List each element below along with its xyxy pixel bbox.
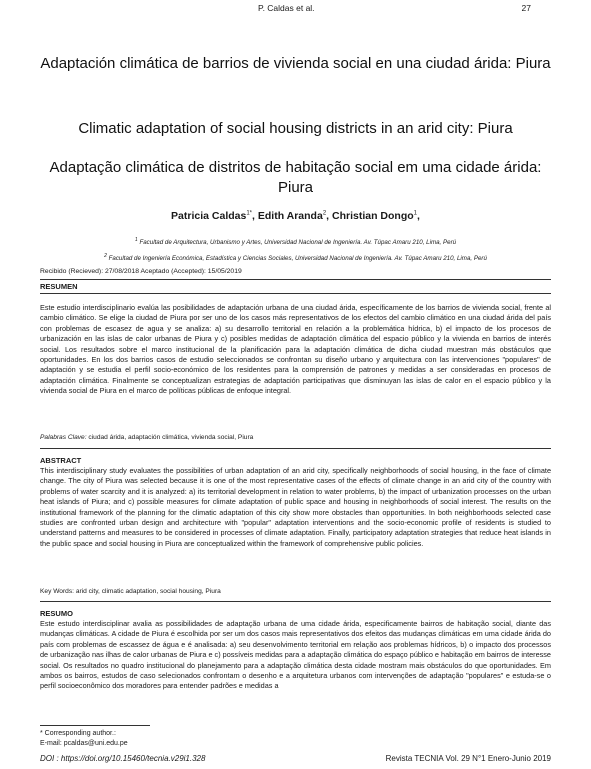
keywords-label: Palabras Clave: xyxy=(40,434,87,441)
affiliation xyxy=(0,236,591,247)
abstract-body: This interdisciplinary study evaluates the possibilities of urban adaptation of an arid city, specifically neighborhoods of social housing, in the face of climate change. The city of Piura was selected because it is one of the most representative cases of the effects of climate change in an arid city of the country with problems of water scarcity and it is analyzed: a) its territorial development in relation to water problems, b) the impact of urbanization processes on the urban heat islands of Piura; and c) possible measures for climate adaptation of public space and housing in neighborhoods of social interest. The results on the institutional framework of the planning for the climatic adaptation of this city show more obstacles than opportunities. In both neighborhoods selected case studies are confronted urban design and architecture with "popular" adaptation interventions and the socio-economic profile of residents is studied to understand patterns and measures to be considered in processes of climate adaptation. Finally, participatory adaptation strategies that reduce heat islands in the public space and social housing in Piura are conceptualized within the framework of comprehensive public policies. xyxy=(40,466,551,548)
corresponding-author-note: * Corresponding author.: xyxy=(40,730,116,737)
author-separator: , xyxy=(326,210,332,222)
author-name: Christian Dongo xyxy=(332,210,414,222)
doi-link[interactable]: DOI : https://doi.org/10.15460/tecnia.v29i1.328 xyxy=(40,754,206,763)
keywords-text: arid city, climatic adaptation, social housing, Piura xyxy=(75,588,221,595)
running-head-author: P. Caldas et al. xyxy=(258,3,315,13)
divider xyxy=(40,279,551,280)
divider xyxy=(40,293,551,294)
resumo-heading: RESUMO xyxy=(40,609,73,618)
title-spanish: Adaptación climática de barrios de vivienda social en una ciudad árida: Piura xyxy=(40,55,551,72)
resumo-body: Este estudo interdisciplinar avalia as possibilidades de adaptação urbana de uma cidade árida, especificamente bairros de habitação social, diante das mudanças climáticas. A cidade de Piura é escolhida por ser um dos casos mais representativos dos efeitos das mudanças climáticas em uma cidade árida do país com problemas de escassez de água e é analisada: a) seu desenvolvimento territorial em relação aos problemas hídricos, b) o impacto dos processos de urbanização nas ilhas de calor urbanas de Piura e c) possíveis medidas para a adaptação climática do espaço público e habitação em bairros de interesse social. Os resultados no quadro institucional do planejamento para a adaptação climática desta cidade mostram mais obstáculos do que oportunidades. Em ambos os bairros, estudos de caso selecionados confrontam o desenho e a arquitetura urbanos com intervenções de adaptação "populares" e estuda-se o perfil socioeconômico dos moradores para entender padrões e medidas a xyxy=(40,619,551,691)
page-number: 27 xyxy=(521,3,531,13)
author-affiliation-marker: 2 xyxy=(322,210,327,217)
keywords-text: ciudad árida, adaptación climática, vivienda social, Piura xyxy=(88,434,254,441)
author-name: Patricia Caldas xyxy=(171,210,247,222)
divider xyxy=(40,601,551,602)
affiliation-text: Facultad de Ingeniería Económica, Estadística y Ciencias Sociales, Universidad Nacional de Ingeniería. Av. Túpac Amaru 210, Lima, Perú xyxy=(108,255,487,263)
divider xyxy=(40,448,551,449)
running-head xyxy=(0,3,591,15)
author-separator: , xyxy=(252,210,258,222)
abstract-heading: ABSTRACT xyxy=(40,456,82,465)
affiliation-text: Facultad de Arquitectura, Urbanismo y Artes, Universidad Nacional de Ingeniería. Av. Túpac Amaru 210, Lima, Perú xyxy=(139,239,457,247)
title-portuguese: Adaptação climática de distritos de habitação social em uma cidade árida: Piura xyxy=(49,159,542,196)
journal-citation: Revista TECNIA Vol. 29 N°1 Enero-Junio 2019 xyxy=(385,754,551,763)
affiliation xyxy=(0,252,591,263)
affiliation-marker: 2 xyxy=(104,253,107,259)
author-separator: , xyxy=(417,210,420,222)
resumen-heading: RESUMEN xyxy=(40,282,78,291)
received-accepted-dates: Recibido (Recieved): 27/08/2018 Aceptado (Accepted): 15/05/2019 xyxy=(40,268,242,275)
resumen-body: Este estudio interdisciplinario evalúa las posibilidades de adaptación urbana de una ciudad árida, específicamente de los barrios de vivienda social, frente al cambio climático. Se elige la ciudad de Piura por ser uno de los casos más representativos de los efectos del cambio climático en una ciudad árida del país con problemas de escasez de agua y se analiza: a) su desarrollo territorial en relación a la problemática hídrica, b) el impacto de los procesos de urbanización en las islas de calor urbanas de Piura y c) posibles medidas de adaptación climática del espacio público y la vivienda en barrios de interés social. Los resultados sobre el marco institucional de la planificación para la adaptación climática de dicha ciudad muestran más obstáculos que oportunidades. En los dos barrios casos de estudio seleccionados se confrontan su diseño urbano y arquitectura con las intervenciones "populares" de adaptación y se estudia el perfil socio-económico de los residentes para la comprensión de patrones y medidas a ser consideradas en procesos de adaptación climática. Finalmente se conceptualizan estrategias de adaptación participativas que disminuyan las islas de calor en el espacio público y la vivienda social de Piura en el marco de políticas públicas de enfoque integral. xyxy=(40,303,551,396)
keywords-label: Key Words: xyxy=(40,588,74,595)
title-english: Climatic adaptation of social housing districts in an arid city: Piura xyxy=(78,120,513,137)
corresponding-author-email: E-mail: pcaldas@uni.edu.pe xyxy=(40,740,128,747)
resumen-keywords xyxy=(40,434,551,441)
author-name: Edith Aranda xyxy=(257,210,323,222)
author-affiliation-marker: 1 xyxy=(413,210,418,217)
abstract-keywords xyxy=(40,588,551,595)
author-list xyxy=(0,210,591,222)
author-affiliation-marker: 1* xyxy=(246,210,253,217)
footnote-divider xyxy=(40,725,150,726)
affiliation-marker: 1 xyxy=(134,237,138,243)
